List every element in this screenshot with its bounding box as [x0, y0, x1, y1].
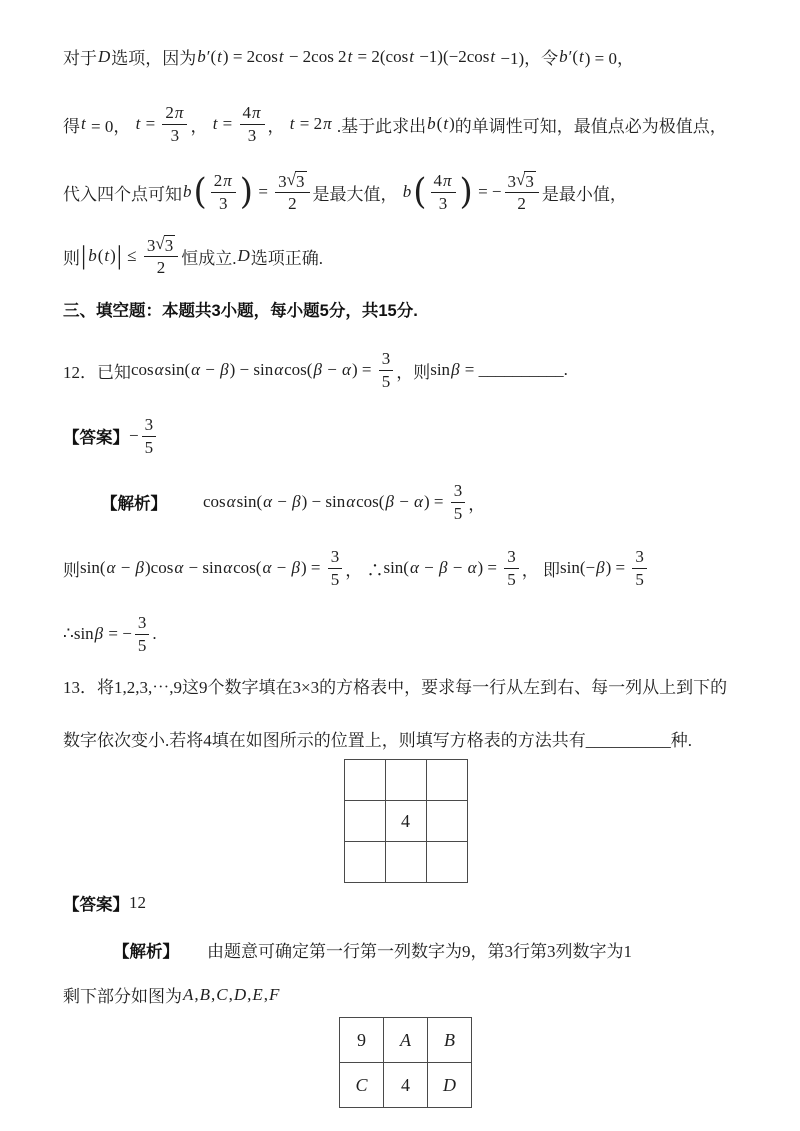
math-variable: t [347, 46, 353, 66]
math-variable: π [252, 103, 261, 123]
abs-bar: | [116, 241, 123, 270]
grid-q13-wrapper [63, 759, 748, 891]
fraction-numerator [451, 481, 466, 502]
line-option-d-derivative [63, 44, 748, 69]
text-run: 由题意可确定第一行第一列数字为9，第3行第3列数字为1 [207, 942, 632, 961]
math-variable: β [385, 492, 394, 511]
abs-bar: | [81, 241, 87, 270]
text-run: − [129, 426, 139, 445]
math-variable: β [94, 624, 104, 643]
bold-label: 【解析】 [113, 942, 179, 961]
math-variable: D [237, 246, 250, 265]
text-run: = 2(cos [353, 46, 409, 66]
line-q12-answer [63, 409, 748, 463]
math-variable: t [217, 46, 222, 66]
text-run: 2 [213, 171, 223, 191]
line-q13-solution-1 [113, 937, 748, 962]
math-variable: b [427, 114, 436, 133]
fraction-denominator [138, 635, 147, 655]
fraction-denominator [454, 503, 463, 523]
text-run: = [218, 114, 237, 133]
text-run: 数字依次变小.若将4填在如图所示的位置上，则填写方格表的方法共有__________种. [63, 731, 692, 750]
text-run: cos( [356, 492, 385, 511]
fraction-denominator [507, 569, 516, 589]
line-q12-solution-1 [101, 475, 748, 529]
text-run: , [247, 984, 252, 1004]
text-run: , [228, 984, 233, 1004]
math-variable: t [81, 114, 86, 133]
math-fraction [504, 547, 519, 588]
math-variable: F [269, 984, 280, 1004]
fraction-denominator [439, 193, 448, 213]
math-variable: β [135, 558, 144, 577]
text-run: 则 [63, 248, 80, 268]
math-variable: D [233, 984, 247, 1004]
sqrt-expression [516, 171, 536, 192]
text-run: 是最小值， [541, 184, 627, 204]
grid-row [344, 801, 467, 842]
math-variable: t [104, 246, 110, 265]
grid-cell [385, 760, 426, 801]
grid-q13-solution [339, 1017, 472, 1108]
math-variable: α [409, 558, 419, 577]
fraction-denominator [248, 125, 257, 145]
math-variable: t [409, 46, 414, 66]
grid-cell [344, 801, 385, 842]
text-run: sin( [80, 558, 106, 577]
radical-sign: √ [516, 169, 526, 189]
text-run: 3 [453, 481, 463, 501]
math-variable: α [346, 492, 356, 511]
math-variable: β [291, 558, 300, 577]
math-variable: t [289, 114, 295, 133]
text-run: 3 [137, 613, 147, 633]
text-run: 12．已知 [63, 362, 131, 382]
text-run: 3 [146, 236, 156, 256]
text-run: , [194, 984, 199, 1004]
text-run: , [263, 984, 269, 1004]
math-variable: α [274, 360, 284, 379]
document-body [63, 44, 748, 1108]
line-q13-b [63, 726, 748, 751]
math-fraction [142, 415, 157, 456]
fraction-denominator [219, 193, 228, 213]
text-run: 3 [507, 172, 516, 192]
text-run: ( [436, 114, 443, 133]
grid-cell: 9 [340, 1018, 384, 1063]
text-run: − [419, 558, 438, 577]
text-run: cos [131, 360, 154, 379]
grid-row [344, 760, 467, 801]
grid-cell: B [428, 1018, 472, 1063]
line-q12 [63, 343, 748, 397]
grid-row [340, 1063, 472, 1108]
text-run: 13．将1,2,3,⋯,9这9个数字填在3×3的方格表中，要求每一行从左到右、每一列从上到下的 [63, 678, 728, 697]
fraction-denominator [635, 569, 644, 589]
radicand: 3 [525, 171, 534, 191]
radical-sign: √ [286, 169, 296, 189]
text-run: = 2 [295, 114, 323, 133]
heading-fill-in-blanks [63, 297, 748, 321]
math-variable: t [212, 114, 218, 133]
math-variable: α [262, 558, 272, 577]
math-variable: b [183, 182, 192, 201]
text-run: − [448, 558, 467, 577]
text-run: −1)，令 [496, 49, 559, 68]
math-variable: t [490, 46, 496, 66]
math-fraction [328, 547, 343, 588]
text-run: ) = [605, 558, 630, 577]
fraction-numerator [240, 103, 265, 124]
math-variable: α [414, 492, 423, 511]
text-run: −1)(−2cos [414, 46, 490, 66]
text-run: 对于 [63, 49, 97, 68]
text-run: ， 即 [521, 560, 560, 580]
math-variable: C [216, 984, 228, 1004]
text-run: = [254, 182, 273, 201]
line-q12-solution-3 [63, 607, 748, 661]
math-variable: α [191, 360, 201, 379]
math-variable: b [88, 246, 97, 265]
text-run: cos [203, 492, 226, 511]
text-run: ) − sin [301, 492, 346, 511]
text-run: ∴ [63, 624, 74, 643]
math-fraction [162, 103, 187, 144]
math-variable: π [323, 114, 332, 133]
math-variable: E [252, 984, 263, 1004]
radical-sign: √ [155, 233, 165, 253]
text-run: 3 [507, 547, 516, 567]
fraction-numerator [142, 415, 157, 436]
text-run: sin( [236, 492, 263, 511]
grid-cell: A [384, 1018, 428, 1063]
grid-cell [426, 760, 467, 801]
math-fraction [431, 171, 456, 212]
text-run: = [141, 114, 160, 133]
text-run: 得 [63, 116, 80, 136]
math-variable: α [154, 360, 164, 379]
radicand: 3 [164, 235, 174, 255]
fraction-denominator [331, 569, 340, 589]
text-run: )cos [145, 558, 174, 577]
big-delimiter: ( [193, 171, 207, 213]
text-run: 3 [247, 125, 257, 145]
text-run: 4 [242, 103, 252, 123]
line-critical-points [63, 97, 748, 151]
fraction-numerator [504, 547, 519, 568]
math-variable: α [263, 492, 273, 511]
grid-cell: 4 [385, 801, 426, 842]
text-run: sin [73, 624, 94, 643]
text-run: ′( [568, 46, 578, 66]
math-fraction [135, 613, 150, 654]
math-variable: α [174, 558, 184, 577]
fraction-numerator [135, 613, 150, 634]
math-variable: π [223, 171, 232, 191]
math-variable: β [220, 360, 229, 379]
text-run: = 0， [86, 116, 135, 136]
text-run: 3 [438, 193, 448, 213]
text-run: ≤ [123, 246, 141, 265]
text-run: 恒成立. [181, 248, 237, 268]
text-run: − [273, 492, 292, 511]
text-run: − 2cos 2 [284, 46, 347, 66]
line-q13-solution-2 [63, 982, 748, 1007]
bold-label: 【解析】 [101, 495, 167, 513]
math-fraction [275, 171, 309, 214]
spacer [167, 502, 203, 503]
text-run: . [152, 624, 157, 643]
math-variable: t [278, 46, 284, 66]
math-fraction [211, 171, 236, 212]
text-run: − [116, 558, 135, 577]
fraction-numerator [431, 171, 456, 192]
text-run: 2 [165, 103, 174, 123]
text-run: 5 [144, 437, 154, 457]
text-run: 2 [517, 194, 526, 214]
fraction-denominator [171, 125, 180, 145]
fraction-denominator [382, 371, 391, 391]
text-run: = __________. [460, 360, 568, 379]
fraction-denominator [145, 437, 154, 457]
text-run: 代入四个点可知 [63, 184, 182, 204]
text-run: 3 [330, 547, 340, 567]
text-run: = − [104, 624, 132, 643]
fraction-denominator [288, 193, 297, 213]
text-run: ) = [423, 492, 448, 511]
fraction-numerator [505, 171, 539, 194]
math-variable: β [451, 360, 460, 379]
math-variable: α [223, 558, 233, 577]
text-run: ) = 0， [584, 49, 634, 68]
grid-cell [426, 842, 467, 883]
fraction-numerator [162, 103, 187, 124]
text-run: 12 [129, 893, 146, 912]
grid-cell: D [428, 1063, 472, 1108]
fraction-denominator [517, 193, 526, 213]
big-delimiter: ) [459, 171, 473, 213]
text-run: 3 [635, 547, 644, 567]
fraction-denominator [157, 257, 166, 277]
bold-label: 【答案】 [63, 429, 129, 447]
math-variable: A [183, 984, 194, 1004]
text-run: 3 [219, 193, 228, 213]
math-variable: α [342, 360, 351, 379]
grid-q13 [344, 759, 468, 883]
text-run: − [394, 492, 414, 511]
math-fraction [632, 547, 647, 588]
fraction-numerator [379, 349, 394, 370]
text-run: = − [473, 182, 502, 201]
line-conclusion-d [63, 229, 748, 283]
bold-label: 三、填空题：本题共3小题，每小题5分，共15分. [63, 302, 418, 320]
text-run: 5 [453, 503, 463, 523]
sqrt-expression [155, 235, 175, 256]
math-variable: t [443, 114, 449, 133]
grid-cell [344, 842, 385, 883]
grid-cell [385, 842, 426, 883]
math-variable: π [443, 171, 452, 191]
text-run: − [201, 360, 220, 379]
sqrt-expression [287, 171, 307, 192]
text-run: ) = [477, 558, 502, 577]
math-variable: b [559, 46, 568, 66]
math-variable: β [596, 558, 605, 577]
text-run: cos( [233, 558, 262, 577]
math-variable: b [197, 46, 206, 66]
text-run: ，则 [396, 362, 431, 382]
math-fraction [144, 235, 178, 278]
spacer [179, 949, 207, 950]
text-run: 4 [433, 171, 443, 191]
text-run: ′( [206, 46, 217, 66]
text-run: cos( [284, 360, 313, 379]
big-delimiter: ( [413, 171, 427, 213]
math-variable: β [292, 492, 301, 511]
math-variable: α [467, 558, 477, 577]
text-run: sin( [383, 558, 409, 577]
fraction-numerator [328, 547, 343, 568]
grid-cell: C [340, 1063, 384, 1108]
math-variable: D [98, 46, 111, 66]
text-run: − sin [184, 558, 223, 577]
text-run: ) [110, 246, 116, 265]
text-run: 2 [288, 194, 297, 214]
math-variable: α [226, 492, 236, 511]
math-variable: t [135, 114, 141, 133]
text-run: 5 [381, 371, 391, 391]
text-run: 5 [635, 569, 644, 589]
grid-row [344, 842, 467, 883]
text-run: ) = [300, 558, 325, 577]
grid-cell: 4 [384, 1063, 428, 1108]
fraction-numerator [144, 235, 178, 258]
text-run: ， [190, 116, 212, 136]
math-variable: α [106, 558, 116, 577]
math-fraction [505, 171, 539, 214]
text-run: ， [267, 116, 289, 136]
math-fraction [240, 103, 265, 144]
grid-q13-solution-wrapper [63, 1017, 748, 1108]
fraction-numerator [211, 171, 236, 192]
text-run: 3 [381, 349, 391, 369]
text-run: .基于此求出 [332, 116, 427, 136]
grid-row [340, 1018, 472, 1063]
text-run: ， ∴ [345, 560, 384, 580]
text-run: − [272, 558, 291, 577]
text-run: 3 [278, 172, 287, 192]
math-variable: π [174, 103, 184, 123]
fraction-numerator [275, 171, 309, 194]
line-extreme-values [63, 163, 748, 221]
math-variable: β [313, 360, 322, 379]
math-variable: t [579, 46, 584, 66]
text-run: 则 [63, 560, 80, 580]
text-run: ) [449, 114, 455, 133]
text-run: sin( [164, 360, 191, 379]
line-q13-a [63, 673, 748, 698]
math-variable: β [439, 558, 448, 577]
bold-label: 【答案】 [63, 896, 129, 914]
text-run: − [322, 360, 342, 379]
text-run: ， [468, 494, 486, 514]
line-q13-answer [63, 891, 748, 915]
text-run: ) = [351, 360, 376, 379]
text-run: 选项正确. [250, 248, 323, 268]
math-fraction [451, 481, 466, 522]
line-q12-solution-2 [63, 541, 748, 595]
fraction-numerator [632, 547, 647, 568]
text-run: 3 [170, 125, 180, 145]
math-variable: b [402, 182, 412, 201]
text-run: , [211, 984, 216, 1004]
math-fraction [379, 349, 394, 390]
text-run: 5 [137, 635, 147, 655]
text-run: 剩下部分如图为 [63, 987, 182, 1006]
text-run: 的单调性可知，最值点必为极值点， [454, 116, 727, 136]
grid-cell [426, 801, 467, 842]
grid-cell [344, 760, 385, 801]
text-run: ( [97, 246, 104, 265]
radicand: 3 [296, 171, 305, 191]
text-run: sin [430, 360, 451, 379]
text-run: ) − sin [229, 360, 274, 379]
text-run: 3 [144, 415, 154, 435]
big-delimiter: ) [239, 171, 254, 213]
text-run: 选项，因为 [111, 49, 197, 68]
text-run: 5 [330, 569, 340, 589]
text-run: sin(− [560, 558, 596, 577]
text-run: 2 [156, 258, 166, 278]
text-run: ) = 2cos [222, 46, 278, 66]
text-run: 是最大值， [312, 184, 402, 204]
text-run: 5 [507, 569, 516, 589]
math-variable: B [199, 984, 211, 1004]
